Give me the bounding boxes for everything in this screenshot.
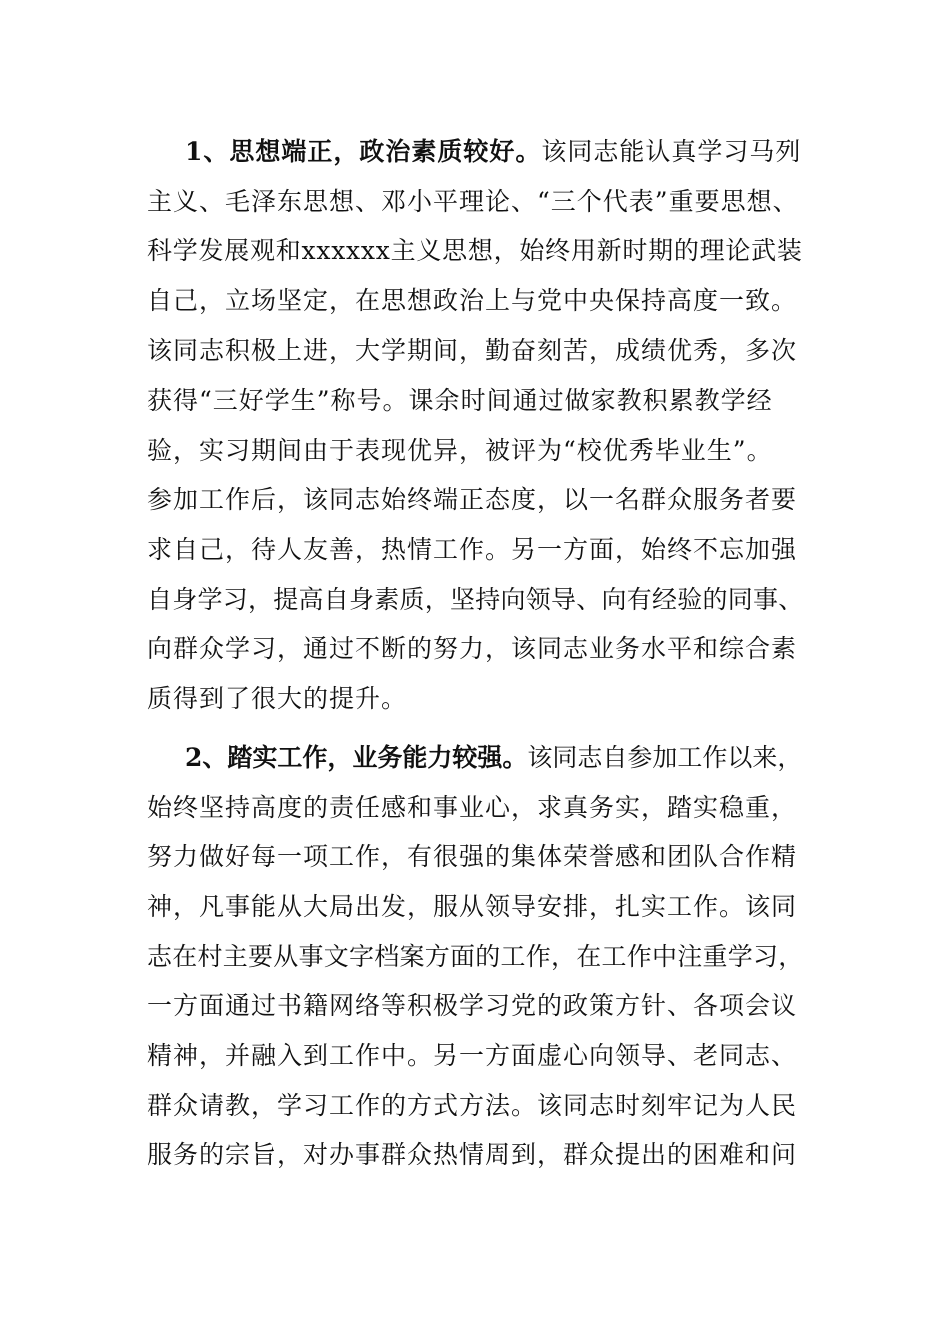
paragraph-2-first-line-text: 该同志自参加工作以来，	[527, 743, 803, 772]
paragraph-2-line-6: 一方面通过书籍网络等积极学习党的政策方针、各项会议	[147, 991, 798, 1020]
paragraph-1-line-11: 向群众学习，通过不断的努力，该同志业务水平和综合素	[147, 634, 798, 663]
paragraph-2-line-7: 精神，并融入到工作中。另一方面虚心向领导、老同志、	[147, 1041, 798, 1070]
paragraph-2-line-5: 志在村主要从事文字档案方面的工作，在工作中注重学习，	[147, 942, 804, 971]
paragraph-1-line-4: 自己，立场坚定，在思想政治上与党中央保持高度一致。	[147, 286, 798, 315]
paragraph-1-heading: 1、思想端正，政治素质较好。	[185, 137, 542, 166]
paragraph-1-line-10: 自身学习，提高自身素质，坚持向领导、向有经验的同事、	[147, 585, 804, 614]
paragraph-1-line-8: 参加工作后，该同志始终端正态度，以一名群众服务者要	[147, 485, 798, 514]
paragraph-2-line-2: 始终坚持高度的责任感和事业心，求真务实，踏实稳重，	[147, 793, 798, 822]
paragraph-1-line-6: 获得“三好学生”称号。课余时间通过做家教积累教学经	[147, 386, 773, 415]
paragraph-1-line-2: 主义、毛泽东思想、邓小平理论、“三个代表”重要思想、	[147, 187, 799, 216]
paragraph-2-line-4: 神，凡事能从大局出发，服从领导安排，扎实工作。该同	[147, 892, 798, 921]
paragraph-2-line-1	[185, 740, 802, 776]
paragraph-2-heading: 2、踏实工作，业务能力较强。	[185, 743, 528, 772]
paragraph-1-line-5: 该同志积极上进，大学期间，勤奋刻苦，成绩优秀，多次	[147, 336, 798, 365]
paragraph-1-line-3: 科学发展观和xxxxxx主义思想，始终用新时期的理论武装	[147, 236, 803, 265]
paragraph-1-line-12: 质得到了很大的提升。	[147, 684, 408, 713]
paragraph-2-line-9: 服务的宗旨，对办事群众热情周到，群众提出的困难和问	[147, 1140, 798, 1169]
paragraph-1-line-9: 求自己，待人友善，热情工作。另一方面，始终不忘加强	[147, 535, 798, 564]
paragraph-1-line-7: 验，实习期间由于表现优异，被评为“校优秀毕业生”。	[147, 436, 773, 465]
paragraph-2-line-3: 努力做好每一项工作，有很强的集体荣誉感和团队合作精	[147, 842, 798, 871]
paragraph-1-first-line-text: 该同志能认真学习马列	[541, 137, 802, 166]
paragraph-1-line-1	[185, 134, 801, 170]
paragraph-2-line-8: 群众请教，学习工作的方式方法。该同志时刻牢记为人民	[147, 1091, 798, 1120]
